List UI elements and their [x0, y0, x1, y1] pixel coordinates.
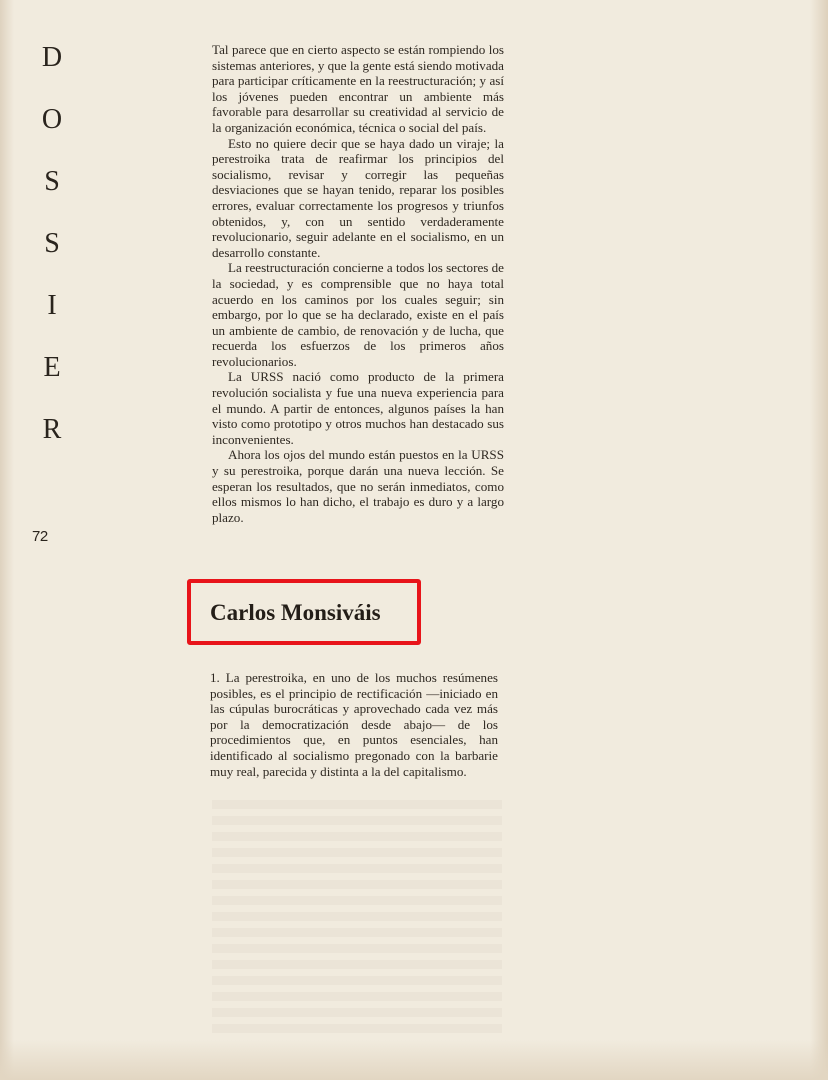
- article-body: [212, 42, 504, 525]
- answer-section: [210, 670, 498, 779]
- dossier-letter: S: [44, 228, 60, 259]
- page-edge-shadow: [810, 0, 828, 1080]
- article-paragraph: Esto no quiere decir que se haya dado un viraje; la perestroika trata de reafirmar los principios del socialismo, revisar y corregir las pequeñas desviaciones que se hayan tenido, reparar los posibles errores, evaluar correctamente los progresos y triunfos obtenidos, y, con un sentido verdaderamente revolucionario, seguir adelante en el socialismo, en un desarrollo constante.: [212, 135, 504, 260]
- dossier-vertical-title: [34, 40, 70, 474]
- article-paragraph: Tal parece que en cierto aspecto se están rompiendo los sistemas anteriores, y que la gente está siendo motivada para participar críticamente en la reestructuración; y así los jóvenes pueden encontrar un ambiente más favorable para desarrollar su creatividad al servicio de la organización económica, técnica o social del país.: [212, 42, 504, 135]
- dossier-letter: I: [47, 290, 57, 321]
- author-heading: Carlos Monsiváis: [210, 600, 381, 625]
- page-bottom-shadow: [0, 1040, 828, 1080]
- article-paragraph: La URSS nació como producto de la primera revolución socialista y fue una nueva experiencia para el mundo. A partir de entonces, algunos países la han visto como prototipo y otros muchos han destacado sus inconvenientes.: [212, 369, 504, 447]
- page-gutter-shadow: [0, 0, 14, 1080]
- dossier-letter: S: [44, 166, 60, 197]
- page-number: 72: [32, 528, 48, 545]
- article-paragraph: La reestructuración concierne a todos los sectores de la sociedad, y es comprensible que no haya total acuerdo en los caminos por los cuales seguir; sin embargo, por lo que se ha declarado, existe en el país un ambiente de cambio, de renovación y de lucha, que recuerda los esfuerzos de los primeros años revolucionarios.: [212, 260, 504, 369]
- dossier-letter: E: [43, 352, 61, 383]
- bleed-through-texture: [212, 800, 502, 1040]
- dossier-letter: O: [41, 104, 63, 135]
- article-paragraph: Ahora los ojos del mundo están puestos en la URSS y su perestroika, porque darán una nueva lección. Se esperan los resultados, que no serán inmediatos, como ellos mismos lo han dicho, el trabajo es duro y a largo plazo.: [212, 447, 504, 525]
- answer-paragraph: 1. La perestroika, en uno de los muchos resúmenes posibles, es el principio de rectificación —iniciado en las cúpulas burocráticas y aprovechado cada vez más por la democratización desde abajo— de los procedimientos que, en puntos esenciales, han identificado al socialismo pregonado con la barbarie muy real, parecida y distinta a la del capitalismo.: [210, 670, 498, 779]
- dossier-letter: R: [42, 414, 62, 445]
- dossier-letter: D: [41, 42, 63, 73]
